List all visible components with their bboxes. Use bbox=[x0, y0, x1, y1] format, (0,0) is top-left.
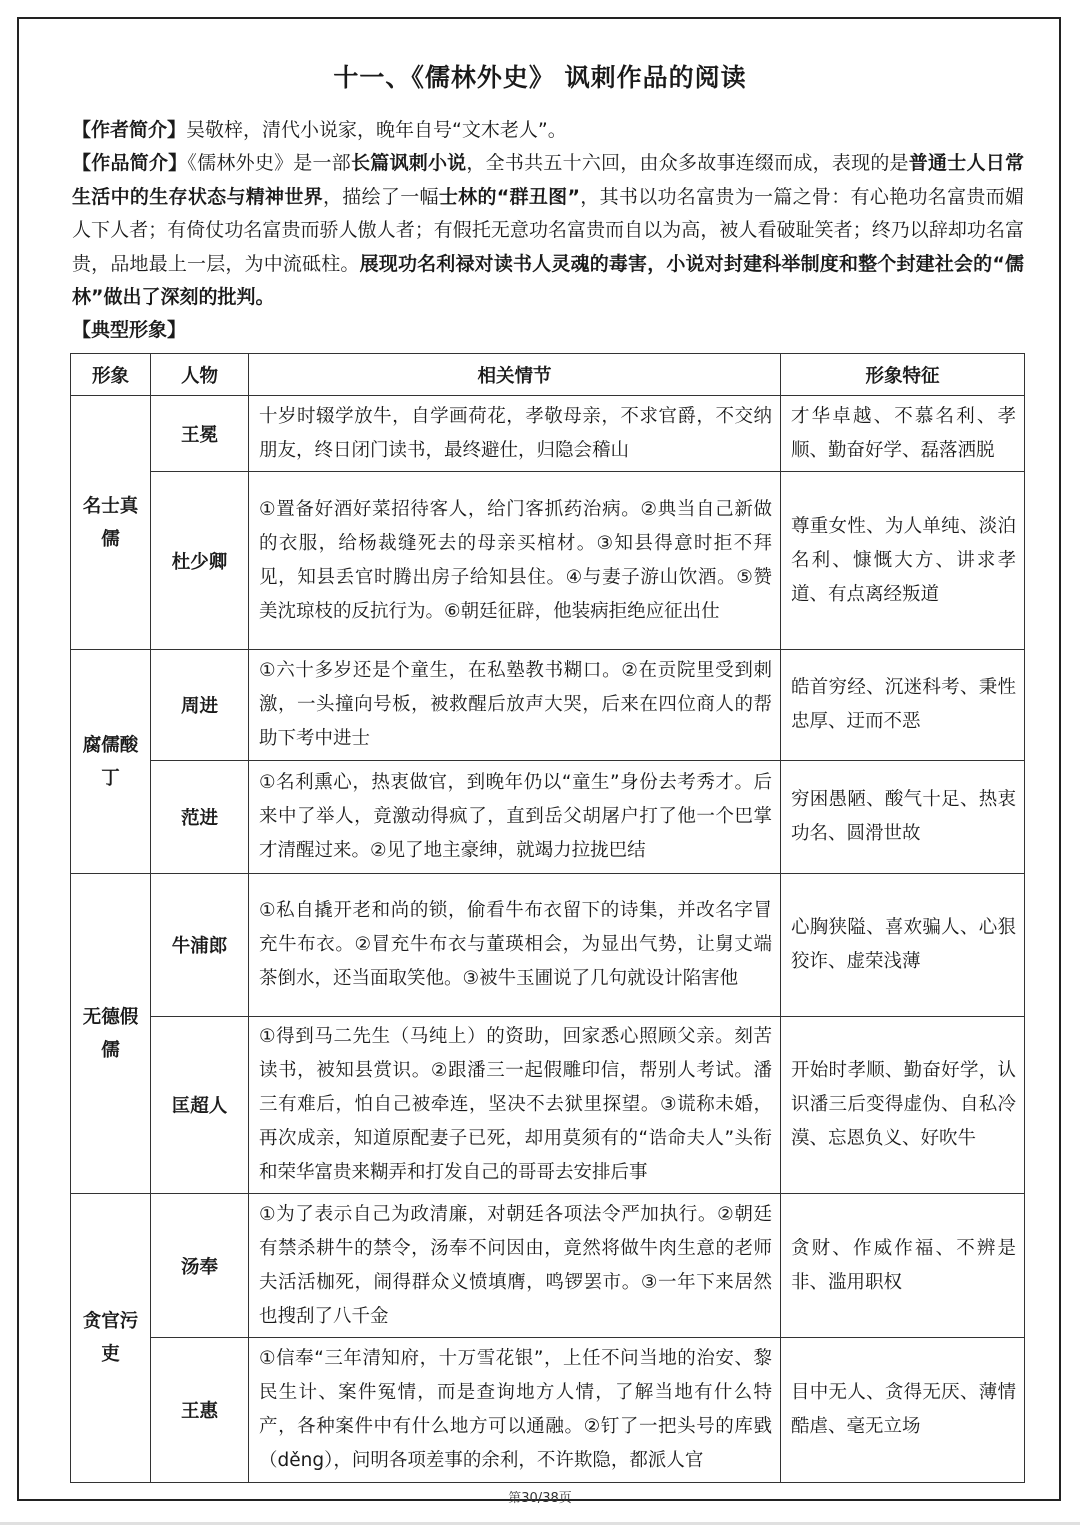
work-intro bbox=[72, 147, 1024, 315]
page-title: 十一、《儒林外史》 讽刺作品的阅读 bbox=[333, 63, 747, 92]
work-intro-emphasis: 士林的“群丑图” bbox=[438, 185, 580, 208]
header-person: 人物 bbox=[151, 354, 249, 396]
page-number: 第30/38页 bbox=[508, 1491, 572, 1506]
plot-cell: ①置备好酒好菜招待客人，给门客抓药治病。②典当自己新做的衣服，给杨裁缝死去的母亲买棺材。③知县得意时拒不拜见，知县丢官时腾出房子给知县住。④与妻子游山饮酒。⑤赞美沈琼枝的反抗行为。⑥朝廷征辟，他装病拒绝应征出仕 bbox=[249, 472, 781, 650]
work-intro-emphasis: 展现功名利禄对读书人灵魂的毒害，小说对封建科举制度和整个封建社会的“儒林”做出了深刻的批判。 bbox=[72, 252, 1024, 308]
person-cell: 王冕 bbox=[151, 396, 249, 472]
person-cell: 周进 bbox=[151, 650, 249, 761]
work-intro-text: 《儒林外史》是一部 bbox=[187, 152, 352, 174]
typical-images-heading bbox=[72, 314, 1024, 348]
typical-images-label: 【典型形象】 bbox=[72, 319, 187, 341]
person-cell: 牛浦郎 bbox=[151, 874, 249, 1017]
table-row bbox=[71, 650, 1025, 761]
table-row bbox=[71, 396, 1025, 472]
type-cell: 无德假儒 bbox=[71, 874, 151, 1194]
person-cell: 匡超人 bbox=[151, 1017, 249, 1194]
trait-cell: 开始时孝顺、勤奋好学，认识潘三后变得虚伪、自私冷漠、忘恩负义、好吹牛 bbox=[781, 1017, 1025, 1194]
type-cell: 腐儒酸丁 bbox=[71, 650, 151, 874]
author-intro-text: 吴敬梓，清代小说家，晚年自号“文木老人”。 bbox=[186, 119, 567, 141]
table-row bbox=[71, 1194, 1025, 1338]
type-cell: 名士真儒 bbox=[71, 396, 151, 650]
trait-cell: 尊重女性、为人单纯、淡泊名利、慷慨大方、讲求孝道、有点离经叛道 bbox=[781, 472, 1025, 650]
work-intro-emphasis: 普通士人日常生活中的生存状态与精神世界 bbox=[72, 152, 1024, 208]
person-cell: 杜少卿 bbox=[151, 472, 249, 650]
plot-cell: ①私自撬开老和尚的锁，偷看牛布衣留下的诗集，并改名字冒充牛布衣。②冒充牛布衣与董瑛相会，为显出气势，让舅丈端茶倒水，还当面取笑他。③被牛玉圃说了几句就设计陷害他 bbox=[249, 874, 781, 1017]
plot-cell: ①信奉“三年清知府，十万雪花银”，上任不问当地的治安、黎民生计、案件冤情，而是查询地方人情，了解当地有什么特产，各种案件中有什么地方可以通融。②钉了一把头号的库戥（děng），问明各项差事的余利，不许欺隐，都派人官 bbox=[249, 1338, 781, 1483]
trait-cell: 贪财、作威作福、不辨是非、滥用职权 bbox=[781, 1194, 1025, 1338]
trait-cell: 目中无人、贪得无厌、薄情酷虐、毫无立场 bbox=[781, 1338, 1025, 1483]
plot-cell: ①六十多岁还是个童生，在私塾教书糊口。②在贡院里受到刺激，一头撞向号板，被救醒后放声大哭，后来在四位商人的帮助下考中进士 bbox=[249, 650, 781, 761]
header-trait: 形象特征 bbox=[781, 354, 1025, 396]
header-type: 形象 bbox=[71, 354, 151, 396]
table-row bbox=[71, 874, 1025, 1017]
plot-cell: ①为了表示自己为政清廉，对朝廷各项法令严加执行。②朝廷有禁杀耕牛的禁令，汤奉不问因由，竟然将做牛肉生意的老师夫活活枷死，闹得群众义愤填膺，鸣锣罢市。③一年下来居然也搜刮了八千金 bbox=[249, 1194, 781, 1338]
header-plot: 相关情节 bbox=[249, 354, 781, 396]
trait-cell: 心胸狭隘、喜欢骗人、心狠狡诈、虚荣浅薄 bbox=[781, 874, 1025, 1017]
trait-cell: 才华卓越、不慕名利、孝顺、勤奋好学、磊落洒脱 bbox=[781, 396, 1025, 472]
character-table bbox=[70, 353, 1025, 1483]
trait-cell: 皓首穷经、沉迷科考、秉性忠厚、迂而不恶 bbox=[781, 650, 1025, 761]
table-row bbox=[71, 1338, 1025, 1483]
author-intro-label: 【作者简介】 bbox=[72, 119, 187, 141]
plot-cell: ①得到马二先生（马纯上）的资助，回家悉心照顾父亲。刻苦读书，被知县赏识。②跟潘三一起假雕印信，帮别人考试。潘三有难后，怕自己被牵连，坚决不去狱里探望。③谎称未婚，再次成亲，知道原配妻子已死，却用莫须有的“诰命夫人”头衔和荣华富贵来糊弄和打发自己的哥哥去安排后事 bbox=[249, 1017, 781, 1194]
work-intro-text: ，其书以功名富贵为一篇之骨：有心艳功名富贵而媚人下人者；有倚仗功名富贵而骄人傲人者；有假托无意功名富贵而自以为高，被人看破耻笑者；终乃以辞却功名富贵，品地最上一层，为中流砥柱。 bbox=[72, 185, 1024, 275]
table-header-row bbox=[71, 354, 1025, 396]
table-row bbox=[71, 472, 1025, 650]
person-cell: 王惠 bbox=[151, 1338, 249, 1483]
author-intro bbox=[72, 114, 1024, 148]
table-row bbox=[71, 761, 1025, 874]
work-intro-emphasis: 长篇讽刺小说 bbox=[351, 152, 467, 174]
work-intro-label: 【作品简介】 bbox=[72, 152, 188, 174]
person-cell: 汤奉 bbox=[151, 1194, 249, 1338]
plot-cell: 十岁时辍学放牛，自学画荷花，孝敬母亲，不求官爵，不交纳朋友，终日闭门读书，最终避仕，归隐会稽山 bbox=[249, 396, 781, 472]
type-cell: 贪官污吏 bbox=[71, 1194, 151, 1483]
work-intro-text: ，描绘了一幅 bbox=[322, 185, 439, 208]
table-row bbox=[71, 1017, 1025, 1194]
trait-cell: 穷困愚陋、酸气十足、热衷功名、圆滑世故 bbox=[781, 761, 1025, 874]
work-intro-text: ，全书共五十六回，由众多故事连缀而成，表现的是 bbox=[466, 152, 909, 174]
person-cell: 范进 bbox=[151, 761, 249, 874]
bottom-divider bbox=[0, 1522, 1080, 1525]
plot-cell: ①名利熏心，热衷做官，到晚年仍以“童生”身份去考秀才。后来中了举人，竟激动得疯了，直到岳父胡屠户打了他一个巴掌才清醒过来。②见了地主豪绅，就竭力拉拢巴结 bbox=[249, 761, 781, 874]
